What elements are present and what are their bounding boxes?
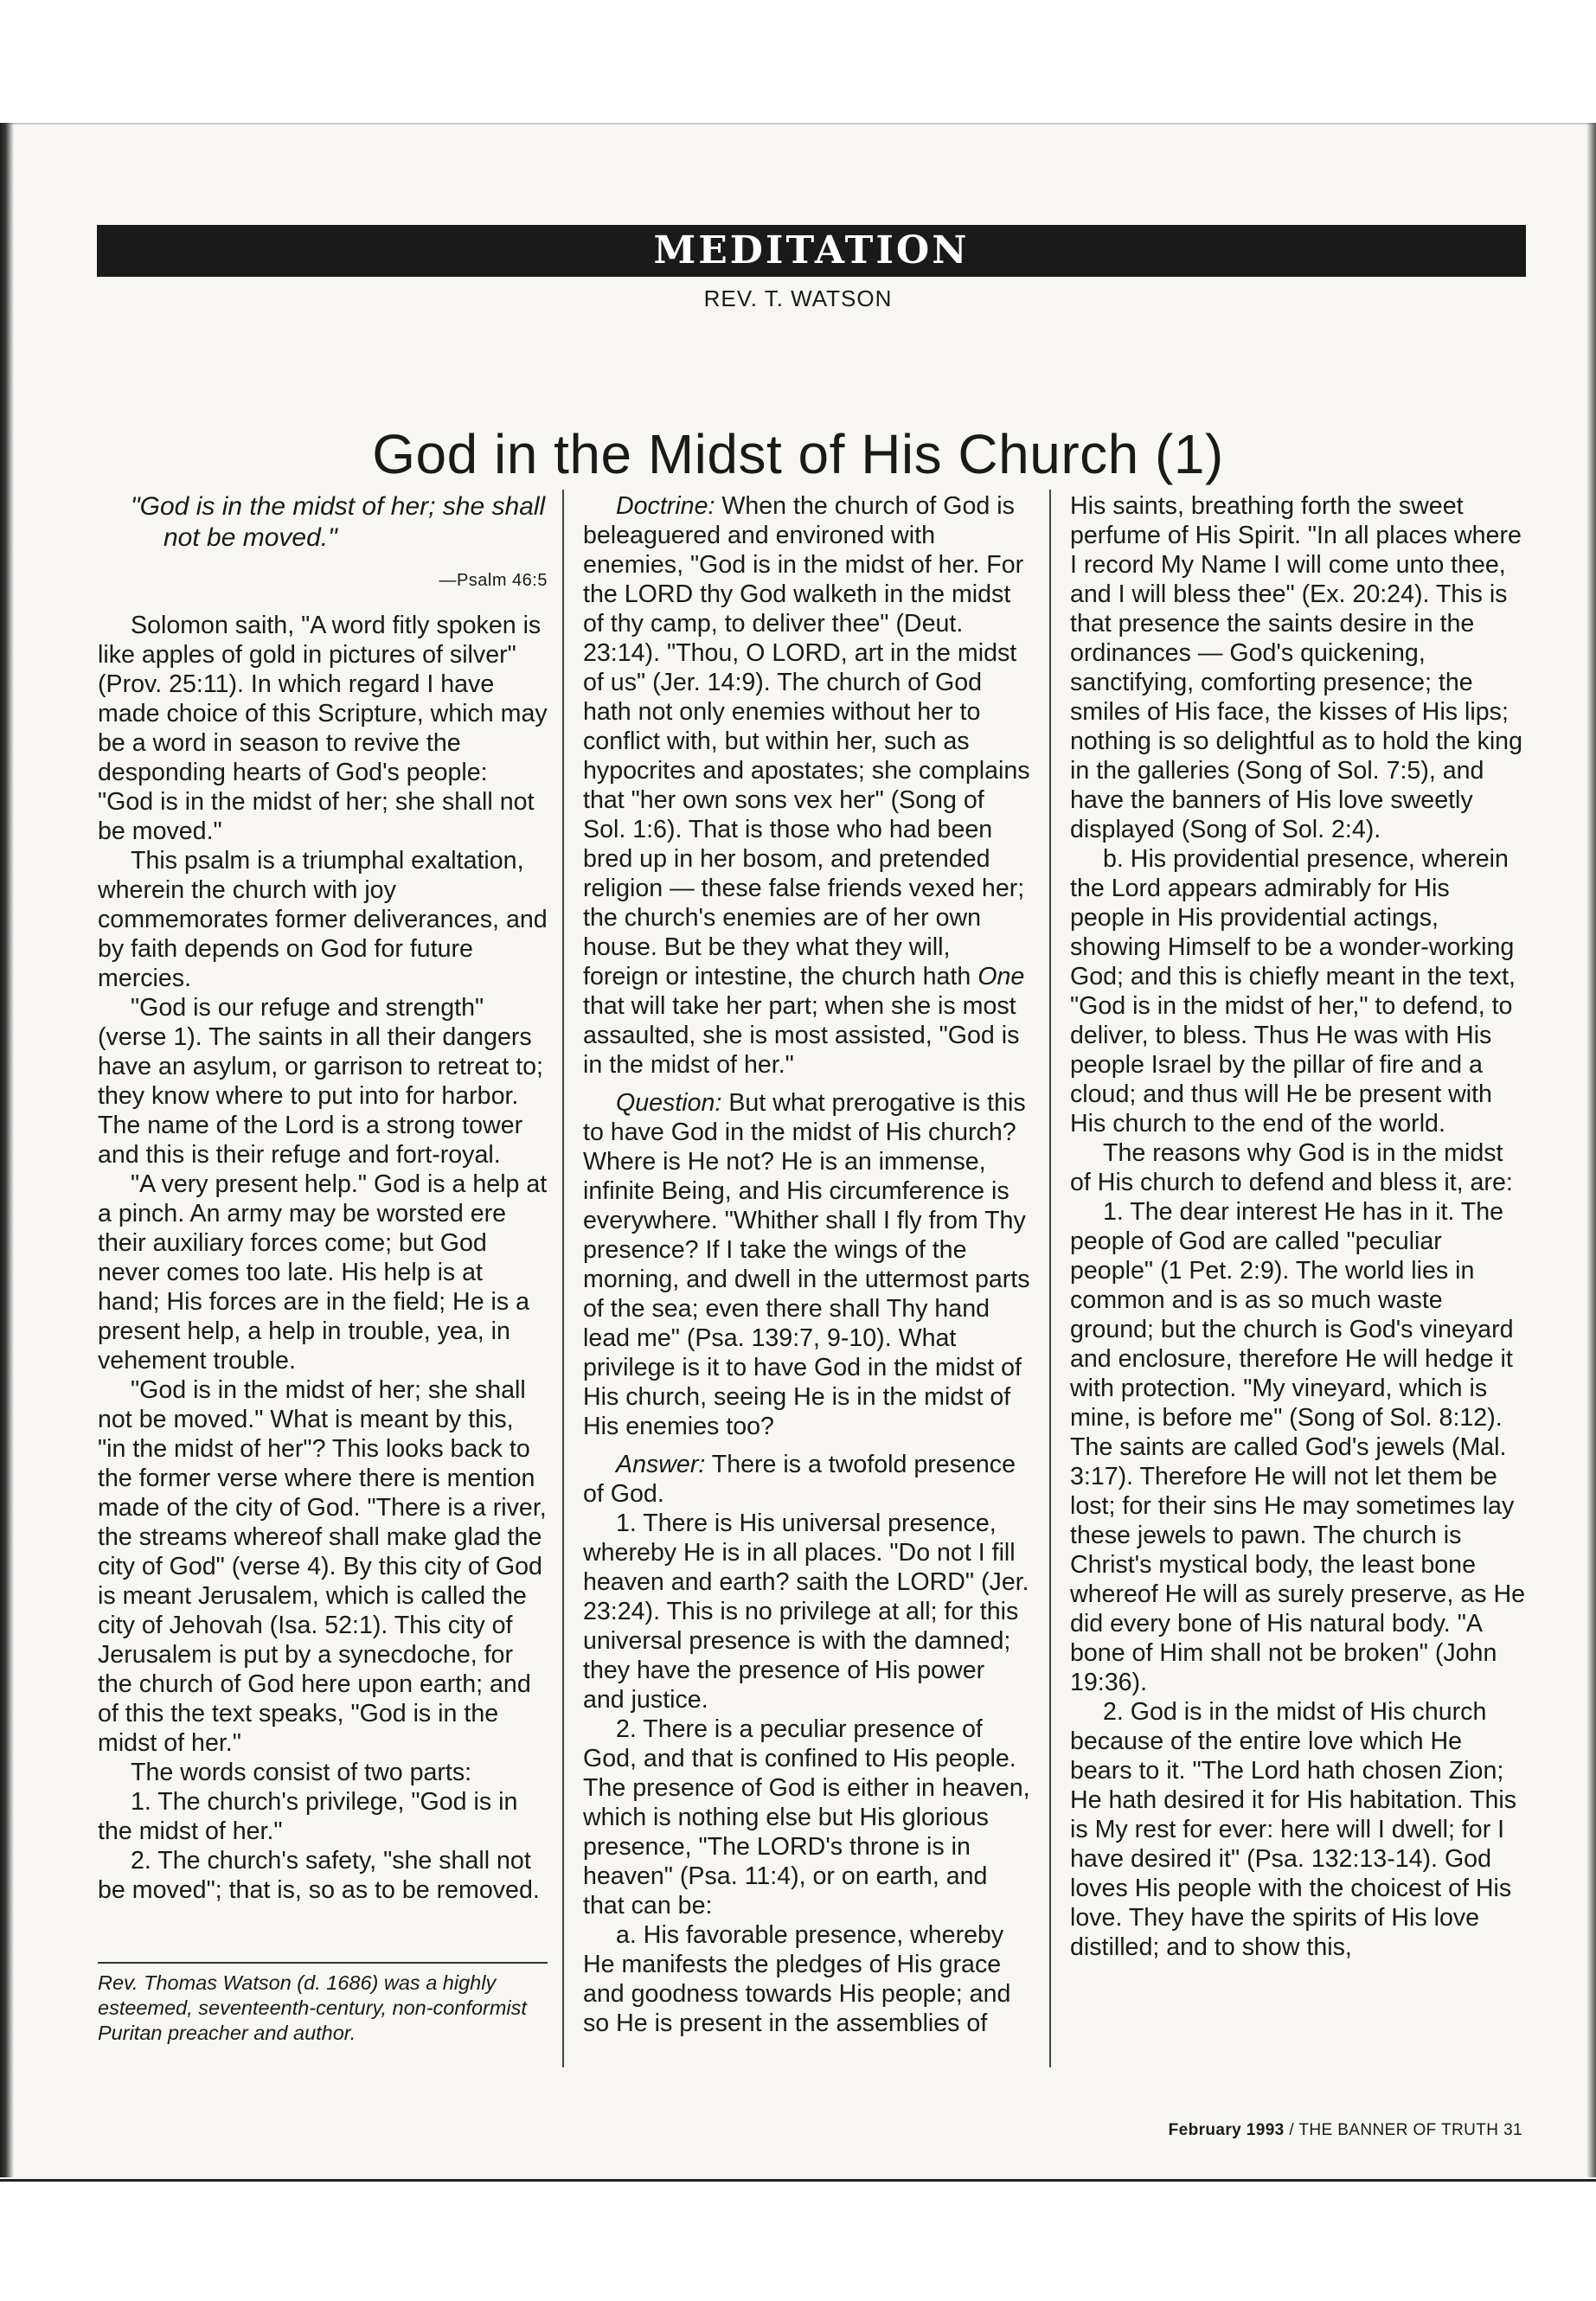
column-1 bbox=[98, 491, 548, 1905]
question-paragraph bbox=[583, 1088, 1030, 1441]
question-label: Question: bbox=[616, 1089, 722, 1117]
doctrine-text-end: that will take her part; when she is most assaulted, she is most assisted, "God is in the midst of her." bbox=[583, 992, 1020, 1079]
paragraph: "A very present help." God is a help at a pinch. An army may be worsted ere their auxiliary forces come; but God never comes too late. His help is at hand; His forces are in the field; He is a present help, a help in trouble, yea, in vehement trouble. bbox=[98, 1170, 548, 1375]
epigraph-citation: —Psalm 46:5 bbox=[439, 571, 548, 590]
answer-paragraph bbox=[583, 1450, 1030, 1509]
paragraph: b. His providential presence, wherein the Lord appears admirably for His people in His providential actings, showing Himself to be a wonder-working God; and this is chiefly meant in the text, "God is in the midst of her," to defend, to deliver, to bless. Thus He was with His people Israel by the pillar of fire and a cloud; and thus will He be present with His church to the end of the world. bbox=[1070, 845, 1516, 1138]
author-note: Rev. Thomas Watson (d. 1686) was a highly esteemed, seventeenth-century, non-conformist Puritan preacher and author. bbox=[98, 1971, 527, 2044]
paragraph: "God is our refuge and strength" (verse 1). The saints in all their dangers have an asylum, or garrison to retreat to; they know where to put into for harbor. The name of the Lord is a strong tower and this is their refuge and fort-royal. bbox=[98, 994, 543, 1169]
paragraph: Solomon saith, "A word fitly spoken is like apples of gold in pictures of silver" (Prov. 25:11). In which regard I have made choice of this Scripture, which may be a word in season to revive the desponding hearts of God's people: "God is in the midst of her; she shall not be moved." bbox=[98, 612, 548, 845]
paragraph: "God is in the midst of her; she shall not be moved." What is meant by this, "in the midst of her"? This looks back to the former verse where there is mention made of the city of God. "There is a river, the streams whereof shall make glad the city of God" (verse 4). By this city of God is meant Jerusalem, which is called the city of Jehovah (Isa. 52:1). This city of Jerusalem is put by a synecdoche, for the church of God here upon earth; and of this the text speaks, "God is in the midst of her." bbox=[98, 1376, 547, 1757]
publication-and-page: / THE BANNER OF TRUTH 31 bbox=[1284, 2121, 1522, 2139]
doctrine-text: When the church of God is beleaguered and environed with enemies, "God is in the midst of her. For the LORD thy God walketh in the midst of thy camp, to deliver thee" (Deut. 23:14). "Thou, O LORD, art in the midst of us" (Jer. 14:9). The church of God hath not only enemies without her to conflict with, but within her, such as hypocrites and apostates; she complains that "her own sons vex her" (Song of Sol. 1:6). That is those who had been bred up in her bosom, and pretended religion — these false friends vexed her; the church's enemies are of her own house. But be they what they will, foreign or intestine, the church hath bbox=[583, 492, 1030, 990]
doctrine-paragraph bbox=[583, 491, 1030, 1080]
epigraph-line: "God is in the midst of her; she shall bbox=[131, 492, 546, 521]
column-3 bbox=[1070, 491, 1529, 1962]
paragraph: His saints, breathing forth the sweet perfume of His Spirit. "In all places where I record My Name I will come unto thee, and I will bless thee" (Ex. 20:24). This is that presence the saints desire in the ordinances — God's quickening, sanctifying, comforting presence; the smiles of His face, the kisses of His lips; nothing is so delightful as to hold the king in the galleries (Song of Sol. 7:5), and have the banners of His love sweetly displayed (Song of Sol. 2:4). bbox=[1070, 492, 1522, 843]
paragraph: 2. The church's safety, "she shall not be moved"; that is, so as to be removed. bbox=[98, 1847, 540, 1904]
question-text: But what prerogative is this to have God in the midst of His church? Where is He not? He is an immense, infinite Being, and His circumference is everywhere. "Whither shall I fly from Thy presence? If I take the wings of the morning, and dwell in the uttermost parts of the sea; even there shall Thy hand lead me" (Psa. 139:7, 9-10). What privilege is it to have God in the midst of His church, seeing He is in the midst of His enemies too? bbox=[583, 1089, 1030, 1440]
answer-text: There is a twofold presence of God. bbox=[583, 1451, 1016, 1508]
paragraph: 1. The dear interest He has in it. The people of God are called "peculiar people" (1 Pet. 2:9). The world lies in common and is as so much waste ground; but the church is God's vineyard and enclosure, therefore He will hedge it with protection. "My vineyard, which is mine, is before me" (Song of Sol. 8:12). The saints are called God's jewels (Mal. 3:17). Therefore He will not let them be lost; for their sins He may sometimes lay these jewels to pawn. The church is Christ's mystical body, the least bone whereof He will as surely preserve, as He did every bone of His natural body. "A bone of Him shall not be broken" (John 19:36). bbox=[1070, 1198, 1526, 1696]
answer-label: Answer: bbox=[616, 1451, 706, 1478]
epigraph bbox=[98, 491, 548, 554]
paragraph: 2. There is a peculiar presence of God, and that is confined to His people. The presence of God is either in heaven, which is nothing else but His glorious presence, "The LORD's throne is in heaven" (Psa. 11:4), or on earth, and that can be: bbox=[583, 1715, 1030, 1920]
paragraph: This psalm is a triumphal exaltation, wherein the church with joy commemorates former deliverances, and by faith depends on God for future mercies. bbox=[98, 847, 548, 992]
paragraph: a. His favorable presence, whereby He manifests the pledges of His grace and goodness towards His people; and so He is present in the assemblies of bbox=[583, 1921, 1011, 2037]
article-title: God in the Midst of His Church (1) bbox=[372, 423, 1224, 485]
doctrine-label: Doctrine: bbox=[616, 492, 715, 520]
author-byline: REV. T. WATSON bbox=[703, 285, 893, 311]
paragraph: The reasons why God is in the midst of His church to defend and bless it, are: bbox=[1070, 1139, 1513, 1196]
paragraph: 1. The church's privilege, "God is in the midst of her." bbox=[98, 1788, 518, 1845]
doctrine-emphasis: One bbox=[977, 963, 1025, 990]
section-banner: MEDITATION bbox=[97, 225, 1526, 277]
column-2 bbox=[583, 491, 1030, 2038]
issue-date: February 1993 bbox=[1168, 2121, 1285, 2139]
note-divider bbox=[98, 1962, 548, 1964]
column-divider bbox=[562, 490, 564, 2067]
paragraph: 2. God is in the midst of His church because of the entire love which He bears to it. "The Lord hath chosen Zion; He hath desired it for His habitation. This is My rest for ever: here will I dwell; for I have desired it" (Psa. 132:13-14). God loves His people with the choicest of His love. They have the spirits of His love distilled; and to show this, bbox=[1070, 1698, 1517, 1961]
epigraph-line: not be moved." bbox=[163, 523, 337, 552]
page-footer bbox=[1159, 2121, 1522, 2140]
column-divider bbox=[1049, 490, 1051, 2067]
paragraph: The words consist of two parts: bbox=[131, 1759, 472, 1786]
paragraph: 1. There is His universal presence, whereby He is in all places. "Do not I fill heaven and earth? saith the LORD" (Jer. 23:24). This is no privilege at all; for this universal presence is with the damned; they have the presence of His power and justice. bbox=[583, 1509, 1029, 1714]
